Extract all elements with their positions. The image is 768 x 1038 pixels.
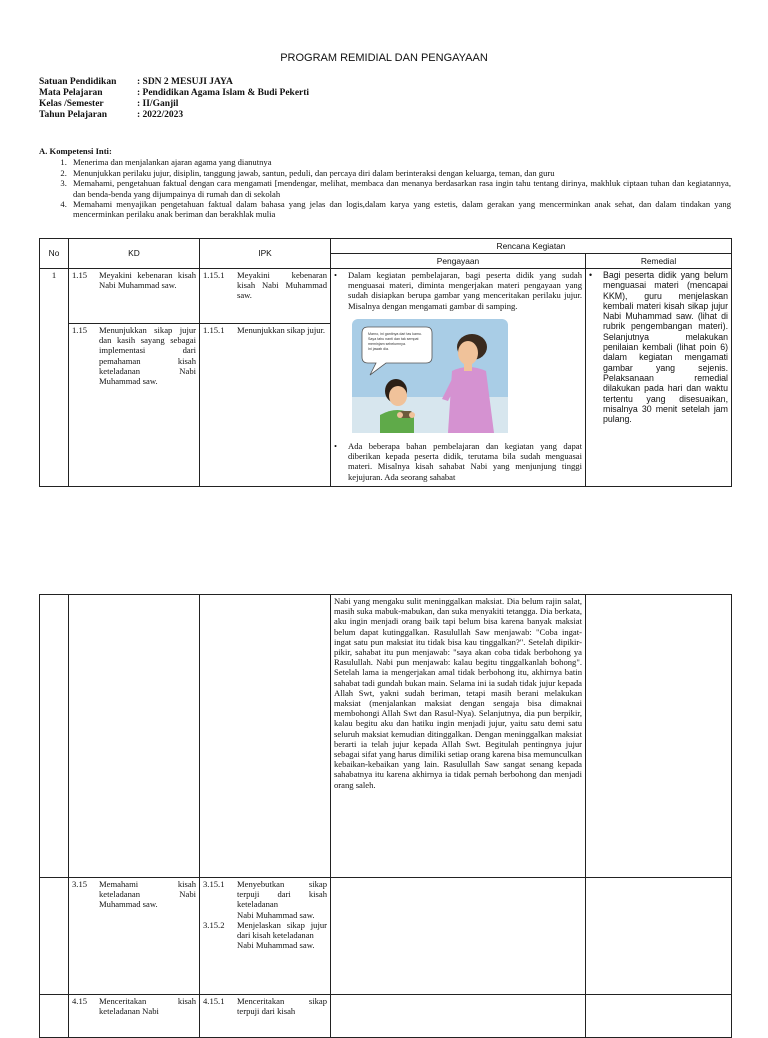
ipk-number: 4.15.1	[203, 996, 225, 1006]
meta-value: : SDN 2 MESUJI JAYA	[137, 77, 233, 87]
identity-block	[39, 77, 309, 121]
plan-table-page-2	[39, 594, 732, 1038]
kompetensi-item: 1. Menerima dan menjalankan ajaran agama yang dianutnya	[69, 157, 731, 167]
ipk-text-tail: Nabi Muhammad saw.	[237, 940, 315, 951]
kompetensi-heading: A. Kompetensi Inti:	[39, 146, 112, 156]
ipk-text: Menunjukkan sikap jujur.	[237, 325, 326, 335]
pengayaan-cell	[331, 269, 586, 487]
remedial-cell	[586, 595, 732, 878]
document-title: PROGRAM REMIDIAL DAN PENGAYAAN	[280, 52, 488, 64]
pengayaan-text: Dalam kegiatan pembelajaran, bagi peserta didik yang sudah menguasai materi, diminta mengerjakan materi pengayaan yang sudah disiapkan berupa gambar yang menceritakan perilaku jujur. Misalnya dengan mengamati gambar di samping.	[348, 270, 582, 311]
header-ipk: IPK	[200, 239, 331, 269]
plan-table-page-1	[39, 238, 732, 487]
ipk-cell	[200, 878, 331, 995]
remedial-cell	[586, 878, 732, 995]
meta-key: Kelas /Semester	[39, 99, 104, 109]
ipk-number: 3.15.2	[203, 919, 225, 930]
bullet: •	[334, 441, 338, 452]
kompetensi-item: 4. Memahami menyajikan pengetahuan faktual dalam bahasa yang jelas dan logis,dalam karya yang estetis, dalam gerakan yang mencerminkan anak sehat, dan dalam tindakan yang mencerminkan perilaku anak beriman dan berakhlak mulia	[69, 199, 731, 220]
ipk-text-tail: Nabi Muhammad saw.	[237, 909, 315, 920]
kompetensi-item: 2. Menunjukkan perilaku jujur, disiplin, tanggung jawab, santun, peduli, dan percaya diri dalam berinteraksi dengan keluarga, teman, dan guru	[69, 168, 731, 178]
remedial-cell	[586, 995, 732, 1038]
ipk-number: 1.15.1	[203, 325, 225, 335]
ipk-cell	[200, 995, 331, 1038]
row-number	[40, 878, 69, 995]
kd-cell	[69, 324, 200, 487]
pengayaan-cell	[331, 995, 586, 1038]
meta-key: Satuan Pendidikan	[39, 77, 117, 87]
row-number	[40, 595, 69, 878]
ipk-text: Menjelaskan sikap jujur dari kisah keteladanan	[237, 919, 327, 941]
header-kd: KD	[69, 239, 200, 269]
ipk-cell	[200, 269, 331, 324]
remedial-text: Bagi peserta didik yang belum menguasai materi (mencapai KKM), guru menjelaskan kembali materi kisah sikap jujur Nabi Muhammad saw. (lihat di rubrik pengembangan materi). Selanjutnya melakukan penilaian kembali (lihat poin 6) dalam kegiatan mengamati gambar yang sejenis. Pelaksanaan remedial dilakukan pada hari dan waktu tertentu yang disesuaikan, misalnya 30 menit setelah jam pulang.	[603, 270, 729, 425]
pengayaan-cell	[331, 878, 586, 995]
ipk-text: Menceritakan sikap terpuji dari kisah	[237, 996, 327, 1017]
kompetensi-list	[39, 157, 731, 219]
kd-text: Menunjukkan sikap jujur dan kasih sayang sebagai implementasi dari pemahaman kisah keteladanan Nabi Muhammad saw.	[99, 325, 196, 387]
kd-cell	[69, 595, 200, 878]
kd-text: Meyakini kebenaran kisah Nabi Muhammad saw.	[99, 270, 196, 291]
bullet: •	[334, 270, 338, 280]
header-remedial: Remedial	[586, 254, 732, 269]
ipk-text: Meyakini kebenaran kisah Nabi Muhammad saw.	[237, 270, 327, 301]
illustration-honesty	[352, 319, 508, 433]
meta-key: Mata Pelajaran	[39, 88, 103, 98]
kd-cell	[69, 878, 200, 995]
ipk-number: 1.15.1	[203, 270, 225, 280]
meta-row-class	[39, 99, 309, 110]
kd-number: 1.15	[72, 325, 88, 335]
header-rencana: Rencana Kegiatan	[331, 239, 732, 254]
document-page-1	[0, 0, 768, 512]
row-number: 1	[40, 269, 69, 487]
speech-text: Marno, ini gantinya dari tas kamu. Saya tahu nanti dan tak sempat meminjam sebelumnya. Ini jawab dia.	[368, 331, 422, 351]
meta-key: Tahun Pelajaran	[39, 110, 108, 120]
kompetensi-inti	[39, 146, 731, 220]
kd-number: 3.15	[72, 879, 88, 889]
ipk-cell	[200, 324, 331, 487]
header-no: No	[40, 239, 69, 269]
row-number	[40, 995, 69, 1038]
kd-cell	[69, 269, 200, 324]
meta-value: : Pendidikan Agama Islam & Budi Pekerti	[137, 88, 310, 98]
remedial-cell	[586, 269, 732, 487]
ipk-text: Menyebutkan sikap terpuji dari kisah keteladanan	[237, 879, 327, 910]
kd-text: Menceritakan kisah keteladanan Nabi	[99, 996, 196, 1017]
header-pengayaan: Pengayaan	[331, 254, 586, 269]
meta-row-school	[39, 77, 309, 88]
kd-text: Memahami kisah keteladanan Nabi Muhammad saw.	[99, 879, 196, 910]
kd-cell	[69, 995, 200, 1038]
bullet: •	[589, 270, 593, 280]
meta-row-subject	[39, 88, 309, 99]
meta-value: : 2022/2023	[137, 110, 184, 120]
meta-value: : II/Ganjil	[137, 99, 179, 109]
pengayaan-continuation: Nabi yang mengaku sulit meninggalkan maksiat. Dia belum rajin salat, masih suka mabuk-mabukan, dan suka menyakiti tetangga. Dia berkata, aku ingin menjadi orang baik tapi belum bisa karena banyak maksiat belum dapat kutinggalkan. Rasulullah Saw menjawab: "Coba ingat-ingat satu pun maksiat itu tidak bisa kau tinggalkan?". Setelah dipikir-pikir, sahabat itu pun menjawab: "saya akan coba tidak berbohong ya Rasulullah. Nabi pun menjawab: kalau begitu tinggalkanlah bohong". Setelah lama ia mengerjakan amal tidak berbohong itu, akhirnya batin sahabat tadi gundah bukan main. Selama ini ia sudah tidak jujur kepada Allah Swt, yakni sudah beriman, tetapi masih berani melakukan maksiat (menjalankan maksiat dengan sengaja bisa dimaknai membohongi Allah Swt dan Rasul-Nya). Selanjutnya, dia pun berpikir, kalau begitu aku dan hatiku ingin menjadi jujur, yaitu satu demi satu seluruh maksiat kemudian ditinggalkan. Dengan meninggalkan maksiat berarti ia telah jujur kepada Allah Swt. Begitulah pentingnya jujur sebagai sifat yang harus dimiliki setiap orang karena bisa memunculkan kebaikan-kebaikan yang lain. Rasulullah Saw sangat senang kepada sahabatnya itu karena akhirnya ia tidak pernah berbohong dan menjadi orang saleh.	[331, 595, 586, 878]
kd-number: 1.15	[72, 270, 88, 280]
ipk-cell	[200, 595, 331, 878]
kompetensi-item: 3. Memahami, pengetahuan faktual dengan cara mengamati [mendengar, melihat, membaca dan menanya berdasarkan rasa ingin tahu tentang dirinya, makhluk ciptaan tuhan dan kegiatannya, dan benda-benda yang dijumpainya di rumah dan di sekolah	[69, 178, 731, 199]
kd-number: 4.15	[72, 996, 88, 1006]
meta-row-year	[39, 110, 309, 121]
pengayaan-text: Ada beberapa bahan pembelajaran dan kegiatan yang dapat diberikan kepada peserta didik, terutama bila sudah menguasai materi. Misalnya kisah sahabat Nabi yang menjunjung tinggi kejujuran. Ada seorang sahabat	[348, 441, 582, 482]
ipk-number: 3.15.1	[203, 879, 225, 889]
